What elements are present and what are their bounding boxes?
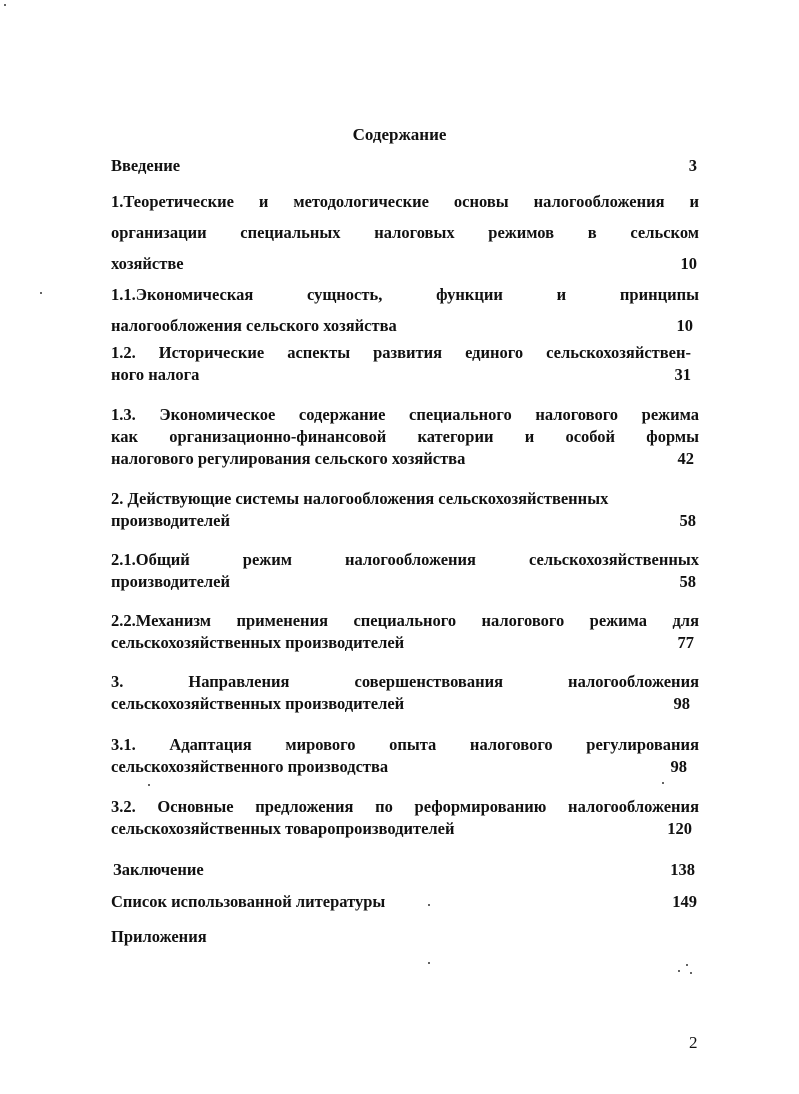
- scan-speck: [690, 972, 692, 974]
- toc-entry-text: Список использованной литературы: [111, 892, 386, 911]
- toc-entry-section-3-2: [111, 796, 699, 840]
- toc-entry-chapter-1: [111, 186, 699, 279]
- toc-entry-text: 2.2.Механизм применения специального налогового режима для: [111, 611, 699, 630]
- toc-entry-text: налогообложения сельского хозяйства: [111, 316, 397, 335]
- toc-entry-text: производителей: [111, 572, 231, 591]
- toc-entry-text: хозяйстве: [111, 254, 184, 273]
- scan-speck: [678, 970, 680, 972]
- toc-entry-text: налогового регулирования сельского хозяйства: [111, 449, 466, 468]
- toc-entry-text: 3.2. Основные предложения по реформированию налогообложения: [111, 797, 699, 816]
- toc-entry-text: сельскохозяйственного производства: [111, 757, 389, 776]
- toc-entry-bibliography: [111, 891, 697, 913]
- toc-entry-text: 1.Теоретические и методологические основы налогообложения и: [111, 192, 699, 211]
- page-number: 2: [689, 1033, 698, 1052]
- toc-entry-text: Введение: [111, 156, 181, 175]
- toc-page-number: 10: [676, 316, 693, 335]
- scan-speck: [40, 292, 42, 294]
- scan-speck: [4, 4, 6, 6]
- scan-speck: [148, 784, 150, 786]
- toc-page-number: 31: [674, 365, 691, 384]
- toc-entry-text: 3. Направления совершенствования налогообложения: [111, 672, 699, 691]
- toc-entry-section-1-2: [111, 342, 691, 386]
- toc-entry-introduction: [111, 155, 699, 177]
- toc-page-number: 98: [673, 694, 690, 713]
- scan-speck: [662, 782, 664, 784]
- toc-entry-text: организации специальных налоговых режимов в сельском: [111, 223, 699, 242]
- toc-page-number: 77: [677, 633, 694, 652]
- toc-page-number: 58: [679, 511, 696, 530]
- toc-entry-text: сельскохозяйственных производителей: [111, 633, 405, 652]
- toc-page-number: 58: [679, 572, 696, 591]
- toc-entry-text: 2. Действующие системы налогообложения сельскохозяйственных: [111, 489, 609, 508]
- scan-speck: [428, 962, 430, 964]
- toc-entry-text: производителей: [111, 511, 231, 530]
- toc-entry-text: 3.1. Адаптация мирового опыта налогового регулирования: [111, 735, 699, 754]
- toc-entry-text: 2.1.Общий режим налогообложения сельскохозяйственных: [111, 550, 699, 569]
- toc-entry-text: 1.1.Экономическая сущность, функции и принципы: [111, 285, 699, 304]
- toc-entry-text: Приложения: [111, 927, 207, 946]
- toc-entry-chapter-2: [111, 488, 699, 532]
- toc-page-number: 149: [672, 892, 697, 911]
- toc-entry-chapter-3: [111, 671, 699, 715]
- toc-entry-section-1-3: [111, 404, 699, 470]
- toc-entry-text: как организационно-финансовой категории и особой формы: [111, 427, 699, 446]
- toc-entry-text: сельскохозяйственных производителей: [111, 694, 405, 713]
- toc-entry-text: ного налога: [111, 365, 200, 384]
- toc-entry-appendices: [111, 926, 699, 948]
- toc-entry-section-2-2: [111, 610, 699, 654]
- toc-page-number: 10: [680, 254, 697, 273]
- toc-page-number: 3: [688, 156, 697, 175]
- toc-entry-text: 1.3. Экономическое содержание специального налогового режима: [111, 405, 699, 424]
- toc-entry-conclusion: [113, 859, 695, 881]
- toc-page-number: 120: [667, 819, 692, 838]
- toc-title: Содержание: [352, 125, 447, 144]
- toc-entry-text: Заключение: [113, 860, 204, 879]
- toc-entry-section-3-1: [111, 734, 699, 778]
- toc-page-number: 98: [670, 757, 687, 776]
- scan-speck: [428, 904, 430, 906]
- toc-entry-section-1-1: [111, 279, 699, 341]
- toc-page-number: 138: [670, 860, 695, 879]
- toc-entry-section-2-1: [111, 549, 699, 593]
- toc-entry-text: сельскохозяйственных товаропроизводителей: [111, 819, 455, 838]
- scan-speck: [686, 964, 688, 966]
- toc-page-number: 42: [677, 449, 694, 468]
- toc-entry-text: 1.2. Исторические аспекты развития единого сельскохозяйствен-: [111, 343, 691, 362]
